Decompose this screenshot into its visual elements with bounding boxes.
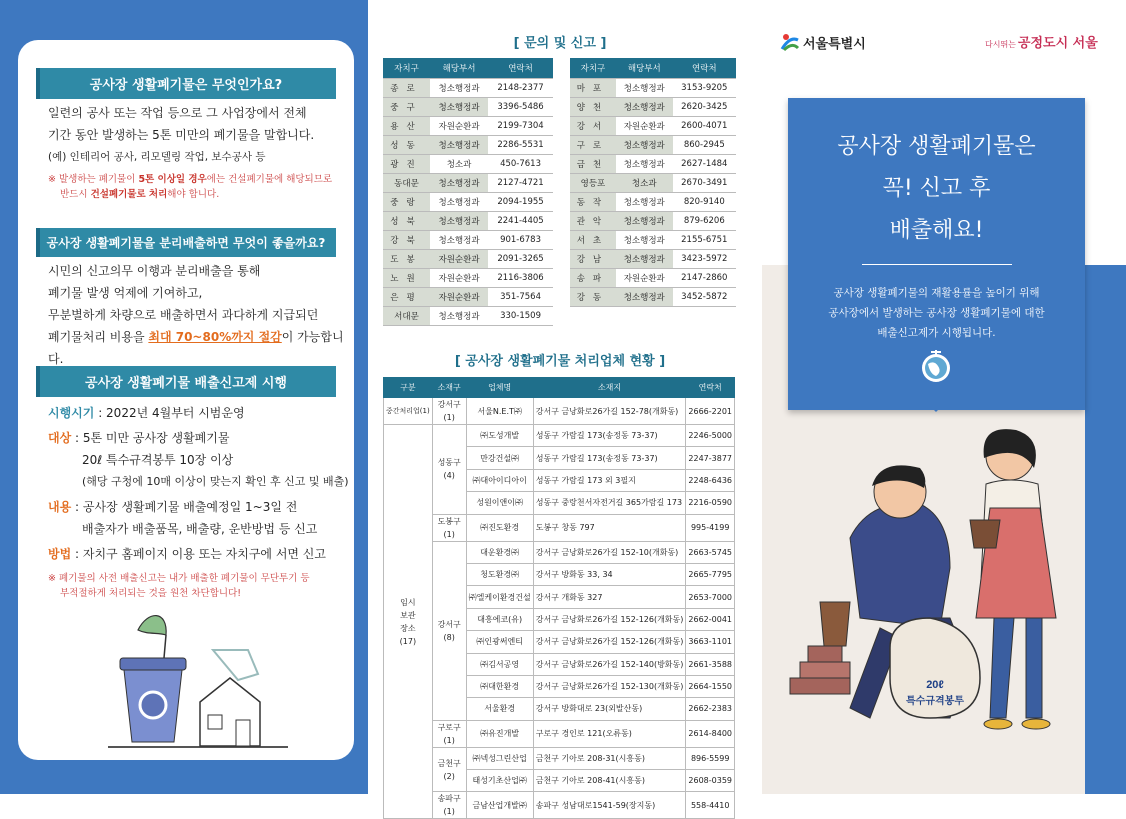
district-cell: 금천 — [570, 154, 616, 173]
department-cell: 청소행정과 — [616, 287, 673, 306]
phone-cell: 2216-0590 — [686, 492, 735, 514]
col-header: 구분 — [384, 378, 433, 398]
contact-row — [383, 268, 553, 287]
headline-line: 공사장 생활폐기물은 — [837, 134, 1036, 159]
company-row — [384, 792, 735, 819]
contact-row — [570, 268, 736, 287]
category-cell: 임시 보관 장소 (17) — [384, 425, 433, 819]
category-cell: 중간처리업(1) — [384, 398, 433, 425]
contacts-table-left — [383, 58, 553, 326]
target-line: 대상 : 5톤 미만 공사장 생활폐기물 — [48, 431, 230, 445]
department-cell: 청소행정과 — [430, 135, 488, 154]
recycle-bin-illustration — [108, 610, 288, 750]
company-row — [384, 747, 735, 769]
district-cell: 강북 — [383, 230, 430, 249]
district-cell: 송파 — [570, 268, 616, 287]
district-cell: 양천 — [570, 97, 616, 116]
district-cell: 종로 — [383, 78, 430, 97]
company-name-cell: 서울환경 — [466, 698, 533, 720]
district-cell: 은평 — [383, 287, 430, 306]
district-cell: 구로구(1) — [432, 720, 466, 747]
phone-cell: 2091-3265 — [488, 249, 553, 268]
bag-type-label: 특수규격봉투 — [906, 696, 964, 707]
contact-row — [570, 230, 736, 249]
phone-cell: 2614-8400 — [686, 720, 735, 747]
department-cell: 청소행정과 — [430, 78, 488, 97]
phone-cell: 2608-0359 — [686, 770, 735, 792]
district-cell: 강남 — [570, 249, 616, 268]
phone-cell: 2148-2377 — [488, 78, 553, 97]
companies-title: [ 공사장 생활폐기물 처리업체 현황 ] — [454, 354, 666, 369]
department-cell: 청소행정과 — [430, 97, 488, 116]
company-name-cell: ㈜도성개발 — [466, 425, 533, 447]
district-cell: 강동 — [570, 287, 616, 306]
district-cell: 중구 — [383, 97, 430, 116]
department-cell: 자원순환과 — [430, 268, 488, 287]
section1-line: 일련의 공사 또는 작업 등으로 그 사업장에서 전체 — [48, 106, 307, 120]
address-cell: 도봉구 창동 797 — [533, 514, 686, 541]
phone-cell: 2620-3425 — [673, 97, 736, 116]
seoul-logo-icon — [780, 32, 800, 52]
col-header: 자치구 — [570, 58, 616, 78]
company-name-cell: 청도환경㈜ — [466, 563, 533, 585]
contact-row — [570, 173, 736, 192]
col-header: 소재구 — [432, 378, 466, 398]
department-cell: 청소행정과 — [616, 192, 673, 211]
left-panel — [18, 40, 354, 760]
contact-row — [383, 287, 553, 306]
district-cell: 중랑 — [383, 192, 430, 211]
department-cell: 자원순환과 — [430, 249, 488, 268]
subtext-line: 공사장 생활폐기물의 재활용률을 높이기 위해 — [833, 287, 1040, 299]
slogan-logo — [985, 32, 1098, 51]
section1-line: 기간 동안 발생하는 5톤 미만의 폐기물을 말합니다. — [48, 128, 315, 142]
phone-cell: 2662-2383 — [686, 698, 735, 720]
district-cell: 구로 — [570, 135, 616, 154]
department-cell: 청소행정과 — [616, 211, 673, 230]
company-row — [384, 541, 735, 563]
section3-note: 부적절하게 처리되는 것을 원천 차단합니다! — [60, 588, 242, 599]
right-blue-strip — [1085, 265, 1126, 794]
section2-line: 폐기물처리 비용을 최대 70~80%까지 절감이 가능합니다. — [48, 330, 344, 366]
company-row — [384, 425, 735, 447]
department-cell: 청소행정과 — [430, 211, 488, 230]
company-name-cell: 금남산업개발㈜ — [466, 792, 533, 819]
address-cell: 성동구 가람길 173 외 3필지 — [533, 469, 686, 491]
address-cell: 강서구 금낭화로26가길 152-140(방화동) — [533, 653, 686, 675]
district-cell: 성동 — [383, 135, 430, 154]
department-cell: 청소행정과 — [616, 78, 673, 97]
department-cell: 청소행정과 — [430, 230, 488, 249]
contact-row — [570, 249, 736, 268]
company-name-cell: ㈜진도환경 — [466, 514, 533, 541]
slogan-text: 공정도시 서울 — [1017, 36, 1098, 51]
company-name-cell: 성원이앤이㈜ — [466, 492, 533, 514]
phone-cell: 3153-9205 — [673, 78, 736, 97]
department-cell: 청소행정과 — [616, 97, 673, 116]
department-cell: 자원순환과 — [616, 268, 673, 287]
department-cell: 청소과 — [430, 154, 488, 173]
contacts-table-right — [570, 58, 736, 307]
phone-cell: 2286-5531 — [488, 135, 553, 154]
workers-illustration — [780, 418, 1080, 748]
headline — [788, 126, 1085, 252]
section2-line: 무분별하게 차량으로 배출하면서 과다하게 지급되던 — [48, 308, 319, 322]
slogan-small: 다시뛰는 — [985, 40, 1016, 49]
col-header: 소재지 — [533, 378, 686, 398]
phone-cell: 896-5599 — [686, 747, 735, 769]
phone-cell: 901-6783 — [488, 230, 553, 249]
department-cell: 청소행정과 — [430, 173, 488, 192]
company-name-cell: ㈜대한환경 — [466, 675, 533, 697]
contact-row — [383, 116, 553, 135]
section1-example: (예) 인테리어 공사, 리모델링 작업, 보수공사 등 — [48, 151, 266, 163]
phone-cell: 2094-1955 — [488, 192, 553, 211]
department-cell: 자원순환과 — [616, 116, 673, 135]
contact-row — [570, 192, 736, 211]
district-cell: 용산 — [383, 116, 430, 135]
section1-note: 반드시 건설폐기물로 처리해야 합니다. — [60, 189, 220, 200]
district-cell: 성북 — [383, 211, 430, 230]
target-line: (해당 구청에 10매 이상이 맞는지 확인 후 신고 및 배출) — [82, 475, 349, 488]
department-cell: 청소행정과 — [616, 154, 673, 173]
department-cell: 청소행정과 — [616, 249, 673, 268]
phone-cell: 2241-4405 — [488, 211, 553, 230]
address-cell: 강서구 금낭화로26가길 152-126(개화동) — [533, 608, 686, 630]
address-cell: 강서구 개화동 327 — [533, 586, 686, 608]
contact-row — [383, 154, 553, 173]
phone-cell: 2246-5000 — [686, 425, 735, 447]
company-row — [384, 720, 735, 747]
department-cell: 청소행정과 — [430, 306, 488, 325]
phone-cell: 2116-3806 — [488, 268, 553, 287]
company-name-cell: ㈜넥성그린산업 — [466, 747, 533, 769]
address-cell: 강서구 방화대로 23(외발산동) — [533, 698, 686, 720]
phone-cell: 860-2945 — [673, 135, 736, 154]
address-cell: 강서구 금낭화로26가길 152-78(개화동) — [533, 398, 686, 425]
phone-cell: 2600-4071 — [673, 116, 736, 135]
district-cell: 관악 — [570, 211, 616, 230]
phone-cell: 2127-4721 — [488, 173, 553, 192]
subtext-line: 배출신고제가 시행됩니다. — [877, 327, 996, 339]
col-header: 연락처 — [488, 58, 553, 78]
contact-row — [570, 135, 736, 154]
content-line: 배출자가 배출품목, 배출량, 운반방법 등 신고 — [82, 522, 318, 536]
district-cell: 성동구 (4) — [432, 425, 466, 515]
address-cell: 성동구 중랑천서자전거길 365가람길 173 — [533, 492, 686, 514]
department-cell: 청소행정과 — [616, 230, 673, 249]
headline-divider — [862, 264, 1012, 265]
department-cell: 자원순환과 — [430, 116, 488, 135]
phone-cell: 558-4410 — [686, 792, 735, 819]
company-row — [384, 514, 735, 541]
company-name-cell: ㈜인광써엔티 — [466, 631, 533, 653]
contact-row — [570, 97, 736, 116]
company-name-cell: 태성기초산업㈜ — [466, 770, 533, 792]
phone-cell: 2664-1550 — [686, 675, 735, 697]
district-cell: 도봉 — [383, 249, 430, 268]
subtext-line: 공사장에서 발생하는 공사장 생활폐기물에 대한 — [828, 307, 1045, 319]
contact-row — [383, 78, 553, 97]
schedule-line: 시행시기 : 2022년 4월부터 시범운영 — [48, 406, 245, 420]
address-cell: 성동구 가람길 173(송정동 73-37) — [533, 425, 686, 447]
phone-cell: 2248-6436 — [686, 469, 735, 491]
district-cell: 서대문 — [383, 306, 430, 325]
seoul-logo — [780, 32, 866, 52]
company-name-cell: ㈜유진개발 — [466, 720, 533, 747]
contact-row — [383, 211, 553, 230]
section2-line: 폐기물 발생 억제에 기여하고, — [48, 286, 203, 300]
contact-row — [383, 173, 553, 192]
contact-row — [383, 306, 553, 325]
district-cell: 노원 — [383, 268, 430, 287]
section2-line: 시민의 신고의무 이행과 분리배출을 통해 — [48, 264, 261, 278]
phone-cell: 2663-5745 — [686, 541, 735, 563]
district-cell: 강서구(1) — [432, 398, 466, 425]
district-cell: 도봉구(1) — [432, 514, 466, 541]
section1-heading: 공사장 생활폐기물은 무엇인가요? — [36, 68, 336, 99]
col-header: 해당부서 — [430, 58, 488, 78]
district-cell: 서초 — [570, 230, 616, 249]
address-cell: 금천구 기아로 208-31(시흥동) — [533, 747, 686, 769]
earth-icon — [916, 346, 956, 386]
phone-cell: 330-1509 — [488, 306, 553, 325]
district-cell: 송파구(1) — [432, 792, 466, 819]
department-cell: 자원순환과 — [430, 287, 488, 306]
phone-cell: 2627-1484 — [673, 154, 736, 173]
section3-note: ※ 폐기물의 사전 배출신고는 내가 배출한 폐기물이 무단투기 등 — [48, 573, 310, 584]
district-cell: 강서구 (8) — [432, 541, 466, 720]
phone-cell: 3452-5872 — [673, 287, 736, 306]
phone-cell: 2670-3491 — [673, 173, 736, 192]
seoul-logo-text: 서울특별시 — [803, 36, 866, 52]
section3-heading: 공사장 생활폐기물 배출신고제 시행 — [36, 366, 336, 397]
address-cell: 송파구 성남대로1541-59(장지동) — [533, 792, 686, 819]
phone-cell: 2661-3588 — [686, 653, 735, 675]
col-header: 자치구 — [383, 58, 430, 78]
address-cell: 강서구 방화동 33, 34 — [533, 563, 686, 585]
company-name-cell: 서울N.E.T㈜ — [466, 398, 533, 425]
district-cell: 영등포 — [570, 173, 616, 192]
inquiry-title: [ 문의 및 신고 ] — [513, 36, 607, 51]
contact-row — [570, 287, 736, 306]
department-cell: 청소행정과 — [430, 192, 488, 211]
section3-body — [48, 402, 353, 601]
phone-cell: 2665-7795 — [686, 563, 735, 585]
phone-cell: 450-7613 — [488, 154, 553, 173]
address-cell: 강서구 금낭화로26가길 152-10(개화동) — [533, 541, 686, 563]
district-cell: 광진 — [383, 154, 430, 173]
department-cell: 청소과 — [616, 173, 673, 192]
company-name-cell: 만강건설㈜ — [466, 447, 533, 469]
district-cell: 강서 — [570, 116, 616, 135]
headline-line: 배출해요! — [889, 218, 984, 243]
phone-cell: 2666-2201 — [686, 398, 735, 425]
section2-heading: 공사장 생활폐기물을 분리배출하면 무엇이 좋을까요? — [36, 228, 336, 257]
district-cell: 금천구(2) — [432, 747, 466, 792]
district-cell: 동대문 — [383, 173, 430, 192]
contact-row — [570, 78, 736, 97]
phone-cell: 2653-7000 — [686, 586, 735, 608]
section2-body — [48, 260, 353, 370]
section1-note: ※ 발생하는 폐기물이 5톤 이상일 경우에는 건설폐기물에 해당되므로 — [48, 174, 333, 185]
col-header: 해당부서 — [616, 58, 673, 78]
company-name-cell: 대운환경㈜ — [466, 541, 533, 563]
contact-row — [383, 230, 553, 249]
contact-row — [570, 116, 736, 135]
phone-cell: 351-7564 — [488, 287, 553, 306]
district-cell: 마포 — [570, 78, 616, 97]
phone-cell: 3663-1101 — [686, 631, 735, 653]
district-cell: 동작 — [570, 192, 616, 211]
company-name-cell: ㈜엘케이환경건설 — [466, 586, 533, 608]
bag-size-label: 20ℓ — [926, 679, 944, 691]
phone-cell: 820-9140 — [673, 192, 736, 211]
company-name-cell: ㈜대아이디아이 — [466, 469, 533, 491]
phone-cell: 3423-5972 — [673, 249, 736, 268]
method-line: 방법 : 자치구 홈페이지 이용 또는 자치구에 서면 신고 — [48, 547, 326, 561]
content-line: 내용 : 공사장 생활폐기물 배출예정일 1~3일 전 — [48, 500, 298, 514]
contact-row — [383, 249, 553, 268]
companies-table — [383, 377, 735, 819]
headline-card — [788, 98, 1085, 410]
address-cell: 금천구 기아로 208-41(시흥동) — [533, 770, 686, 792]
phone-cell: 2247-3877 — [686, 447, 735, 469]
address-cell: 강서구 금낭화로26가길 152-126(개화동) — [533, 631, 686, 653]
target-line: 20ℓ 특수규격봉투 10장 이상 — [82, 453, 234, 467]
phone-cell: 2199-7304 — [488, 116, 553, 135]
company-row — [384, 398, 735, 425]
col-header: 업체명 — [466, 378, 533, 398]
headline-line: 꼭! 신고 후 — [882, 176, 991, 201]
company-name-cell: 대흥에코(유) — [466, 608, 533, 630]
phone-cell: 995-4199 — [686, 514, 735, 541]
headline-subtext — [788, 283, 1085, 343]
card-pointer — [926, 402, 946, 412]
address-cell: 강서구 금낭화로26가길 152-130(개화동) — [533, 675, 686, 697]
phone-cell: 2147-2860 — [673, 268, 736, 287]
col-header: 연락처 — [673, 58, 736, 78]
department-cell: 청소행정과 — [616, 135, 673, 154]
phone-cell: 2662-0041 — [686, 608, 735, 630]
phone-cell: 3396-5486 — [488, 97, 553, 116]
contact-row — [383, 192, 553, 211]
phone-cell: 2155-6751 — [673, 230, 736, 249]
phone-cell: 879-6206 — [673, 211, 736, 230]
address-cell: 성동구 가람길 173(송정동 73-37) — [533, 447, 686, 469]
address-cell: 구로구 경인로 121(오류동) — [533, 720, 686, 747]
contact-row — [570, 211, 736, 230]
company-name-cell: ㈜김서공영 — [466, 653, 533, 675]
section1-body — [48, 102, 348, 202]
contact-row — [383, 135, 553, 154]
col-header: 연락처 — [686, 378, 735, 398]
contact-row — [383, 97, 553, 116]
contact-row — [570, 154, 736, 173]
